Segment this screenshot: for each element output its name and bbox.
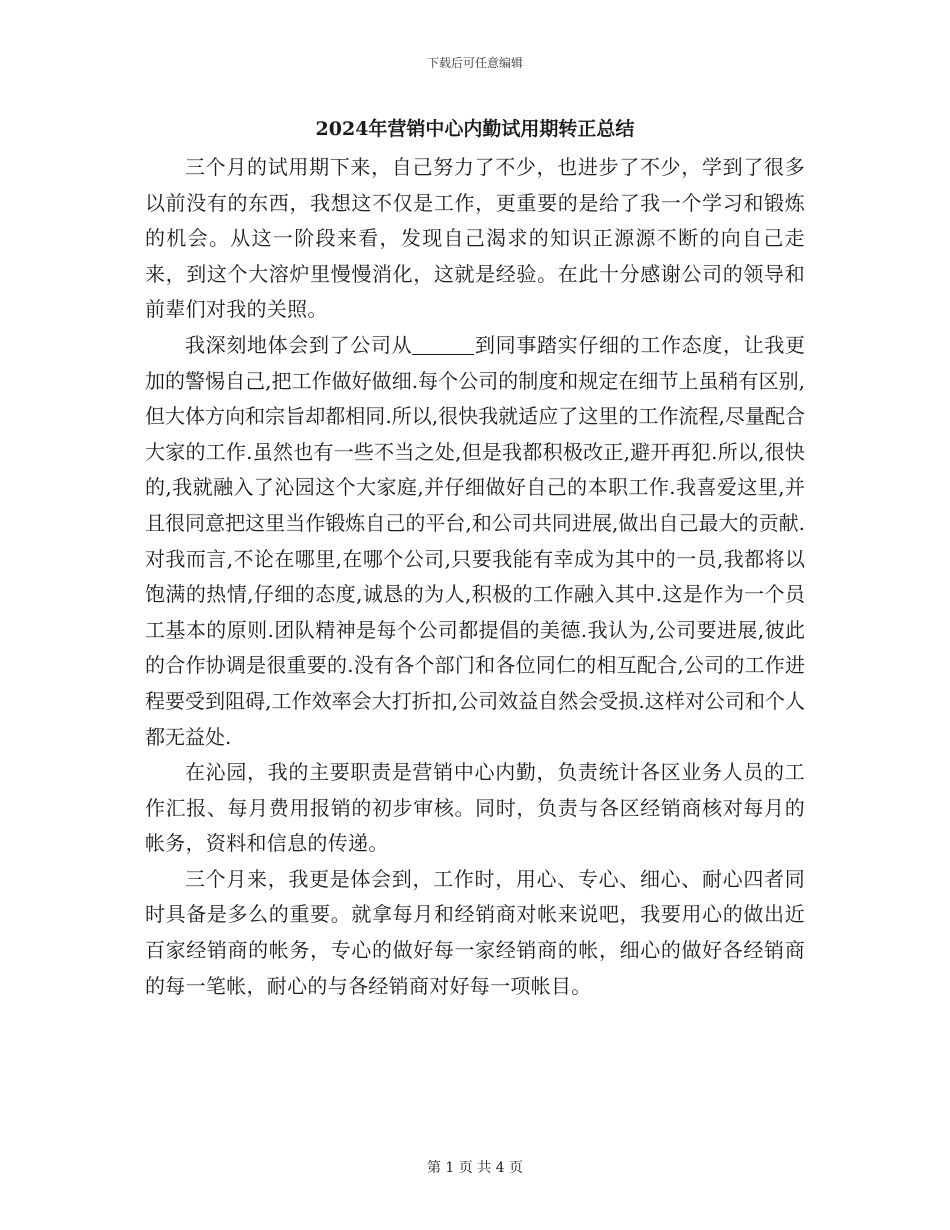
paragraph-4: 三个月来，我更是体会到，工作时，用心、专心、细心、耐心四者同时具备是多么的重要。就拿每月和经销商对帐来说吧，我要用心的做出近百家经销商的帐务，专心的做好每一家经销商的帐，细心的做好各经销商的每一笔帐，耐心的与各经销商对好每一项帐目。: [145, 866, 805, 998]
download-note: 下载后可任意编辑: [426, 56, 523, 70]
paragraph-1: 三个月的试用期下来，自己努力了不少，也进步了不少，学到了很多以前没有的东西，我想这不仅是工作，更重要的是给了我一个学习和锻炼的机会。从这一阶段来看，发现自己渴求的知识正源源不断的向自己走来，到这个大溶炉里慢慢消化，这就是经验。在此十分感谢公司的领导和前辈们对我的关照。: [145, 155, 805, 322]
page-number: 第 1 页 共 4 页: [426, 1160, 524, 1176]
paragraph-2: [145, 328, 805, 755]
document-body: [145, 150, 805, 1004]
document-title: 2024年营销中心内勤试用期转正总结: [315, 118, 635, 140]
paragraph-2-rest: 到同事踏实仔细的工作态度，让我更加的警惕自己,把工作做好做细.每个公司的制度和规定在细节上虽稍有区别,但大体方向和宗旨却都相同.所以,很快我就适应了这里的工作流程,尽量配合大家的工作.虽然也有一些不当之处,但是我都积极改正,避开再犯.所以,很快的,我就融入了沁园这个大家庭,并仔细做好自己的本职工作.我喜爱这里,并且很同意把这里当作锻炼自己的平台,和公司共同进展,做出自己最大的贡献.对我而言,不论在哪里,在哪个公司,只要我能有幸成为其中的一员,我都将以饱满的热情,仔细的态度,诚恳的为人,积极的工作融入其中.这是作为一个员工基本的原则.团队精神是每个公司都提倡的美德.我认为,公司要进展,彼此的合作协调是很重要的.没有各个部门和各位同仁的相互配合,公司的工作进程要受到阻碍,工作效率会大打折扣,公司效益自然会受损.这样对公司和个人都无益处.: [145, 332, 806, 749]
fill-in-blank: [412, 334, 474, 355]
paragraph-2-start: 我深刻地体会到了公司从: [185, 332, 413, 357]
paragraph-3: 在沁园，我的主要职责是营销中心内勤，负责统计各区业务人员的工作汇报、每月费用报销的初步审核。同时，负责与各区经销商核对每月的帐务，资料和信息的传递。: [145, 760, 805, 856]
